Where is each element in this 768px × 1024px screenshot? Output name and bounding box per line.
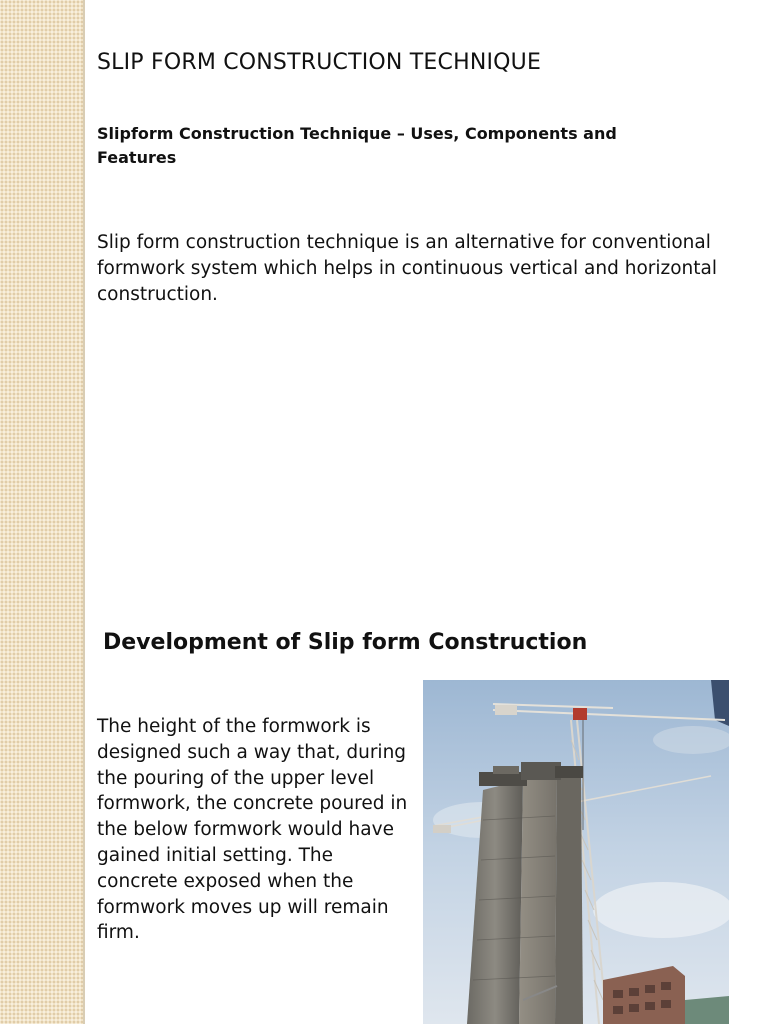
construction-photo (423, 680, 729, 1024)
page-subtitle: Slipform Construction Technique – Uses, Components and Features (97, 124, 617, 167)
page-title: SLIP FORM CONSTRUCTION TECHNIQUE (97, 50, 542, 75)
decorative-side-strip (0, 0, 83, 1024)
section-paragraph: The height of the formwork is designed such a way that, during the pouring of the upper level formwork, the concrete poured in the below formwork would have gained initial setting. The concrete exposed when the formwork moves up will remain firm. (97, 716, 408, 944)
section-heading: Development of Slip form Construction (103, 630, 588, 655)
side-divider (83, 0, 85, 1024)
intro-paragraph: Slip form construction technique is an alternative for conventional formwork system which helps in continuous vertical and horizontal construction. (97, 232, 718, 305)
